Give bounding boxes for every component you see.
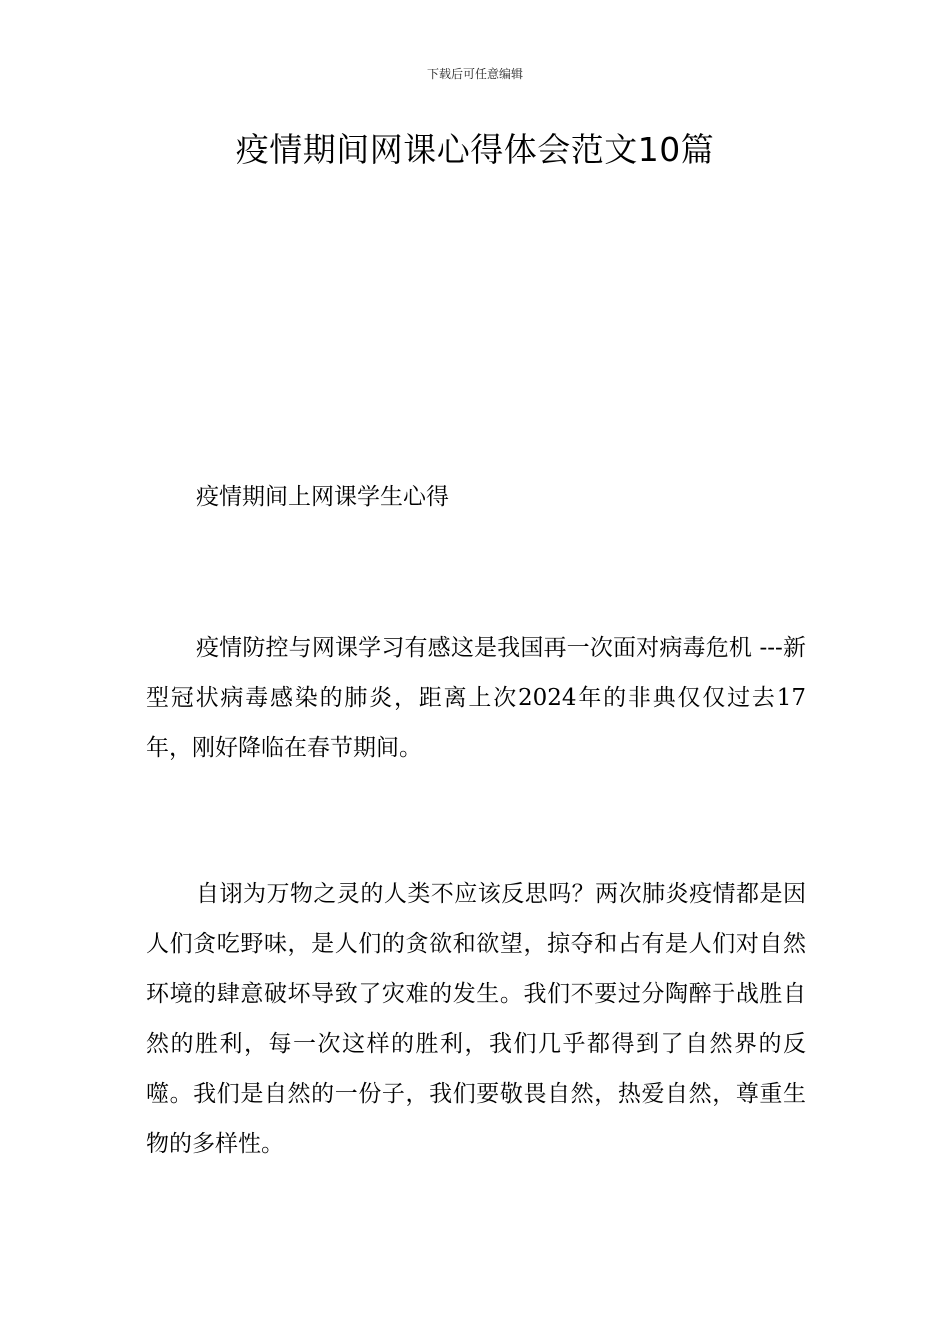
body-paragraph: 疫情防控与网课学习有感这是我国再一次面对病毒危机 ---新型冠状病毒感染的肺炎，距离上次2024年的非典仅仅过去17年，刚好降临在春节期间。 [146,635,806,761]
document-title: 疫情期间网课心得体会范文10篇 [235,130,715,169]
header-note: 下载后可任意编辑 [426,67,523,81]
body-paragraph: 自诩为万物之灵的人类不应该反思吗？两次肺炎疫情都是因人们贪吃野味，是人们的贪欲和欲望，掠夺和占有是人们对自然环境的肆意破坏导致了灾难的发生。我们不要过分陶醉于战胜自然的胜利，每一次这样的胜利，我们几乎都得到了自然界的反噬。我们是自然的一份子，我们要敬畏自然，热爱自然，尊重生物的多样性。 [146,881,806,1157]
section-heading: 疫情期间上网课学生心得 [196,484,449,510]
